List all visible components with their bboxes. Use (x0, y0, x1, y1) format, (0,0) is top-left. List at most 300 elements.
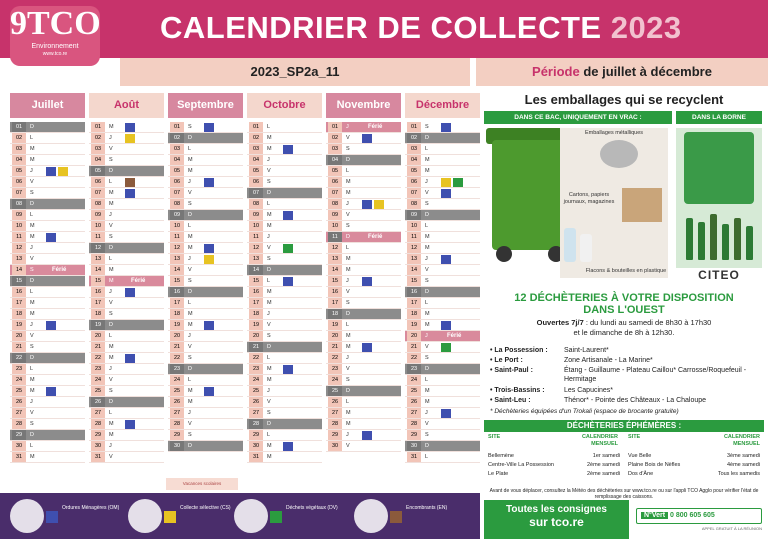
day-number: 26 (12, 397, 26, 407)
weekday-letter: D (188, 366, 192, 372)
trash-bin-icon (10, 499, 44, 533)
weekday-letter: V (188, 421, 192, 427)
decheteries-title-1: 12 DÉCHÈTERIES À VOTRE DISPOSITION (514, 292, 734, 304)
weekday-letter: S (267, 410, 271, 416)
calendar-day (168, 166, 243, 177)
weekday-letter: S (188, 201, 192, 207)
calendar-day (326, 353, 401, 364)
calendar-day (89, 199, 164, 210)
om-collection-mark (125, 420, 135, 429)
legend-om-label: Ordures Ménagères (OM) (62, 505, 120, 511)
location-sites: Thénor* - Pointe des Châteaux - La Chaloupe (564, 397, 707, 404)
day-number: 28 (91, 419, 105, 429)
calendar-day (247, 155, 322, 166)
weekday-letter: M (267, 443, 272, 449)
day-number: 13 (328, 254, 342, 264)
calendar-day (168, 177, 243, 188)
weekday-letter: M (267, 289, 272, 295)
metal-cans-icon (600, 140, 638, 168)
om-collection-mark (204, 123, 214, 132)
calendar-day (405, 331, 480, 342)
weekday-letter: V (425, 344, 429, 350)
glass-bottle-icon (686, 218, 693, 260)
citeo-logo: CITEO (698, 268, 740, 282)
weekday-letter: S (188, 278, 192, 284)
calendar-day (326, 375, 401, 386)
nvert-subtext: APPEL GRATUIT À LA RÉUNION (701, 526, 762, 531)
day-number: 19 (12, 320, 26, 330)
weekday-letter: L (188, 223, 192, 229)
day-number: 27 (249, 408, 263, 418)
calendar-day (10, 342, 85, 353)
om-collection-mark (362, 343, 372, 352)
day-number: 22 (328, 353, 342, 363)
calendar-day (405, 342, 480, 353)
month-column (168, 93, 243, 452)
day-number: 10 (170, 221, 184, 231)
day-number: 07 (91, 188, 105, 198)
weekday-letter: J (346, 124, 349, 130)
om-collection-mark (441, 123, 451, 132)
day-number: 06 (407, 177, 421, 187)
weekday-letter: J (425, 333, 428, 339)
day-number: 16 (407, 287, 421, 297)
day-number: 09 (12, 210, 26, 220)
weekday-letter: M (346, 421, 351, 427)
weekday-letter: M (267, 377, 272, 383)
day-number: 31 (407, 452, 421, 462)
day-number: 02 (328, 133, 342, 143)
day-number: 19 (91, 320, 105, 330)
period-text: de juillet à décembre (583, 64, 712, 79)
weekday-letter: M (267, 366, 272, 372)
day-number: 23 (249, 364, 263, 374)
calendar-day (89, 452, 164, 463)
calendar-day (405, 210, 480, 221)
calendar-day (247, 364, 322, 375)
weekday-letter: M (30, 311, 35, 317)
calendar-day (89, 276, 164, 287)
weekday-letter: S (425, 432, 429, 438)
day-number: 22 (91, 353, 105, 363)
weekday-letter: S (346, 377, 350, 383)
calendar-day (326, 342, 401, 353)
weekday-letter: M (109, 278, 114, 284)
weekday-letter: D (267, 344, 271, 350)
day-number: 19 (249, 320, 263, 330)
day-number: 05 (328, 166, 342, 176)
calendar-day (247, 287, 322, 298)
day-number: 08 (91, 199, 105, 209)
calendar-day (405, 232, 480, 243)
weekday-letter: V (109, 223, 113, 229)
calendar-day (89, 155, 164, 166)
calendar-day (168, 320, 243, 331)
calendar-day (247, 441, 322, 452)
calendar-day (10, 287, 85, 298)
weekday-letter: M (188, 157, 193, 163)
day-number: 29 (12, 430, 26, 440)
calendar-day (326, 309, 401, 320)
day-number: 30 (170, 441, 184, 451)
glass-bottle-icon (734, 218, 741, 260)
calendar-day (247, 419, 322, 430)
day-number: 24 (407, 375, 421, 385)
om-collection-mark (46, 233, 56, 242)
weekday-letter: L (425, 146, 429, 152)
weekday-letter: M (267, 223, 272, 229)
day-number: 21 (328, 342, 342, 352)
calendar-day (405, 221, 480, 232)
weekday-letter: J (109, 366, 112, 372)
trokali-note: * Déchèteries équipées d'un Trokali (espace de brocante gratuite) (490, 408, 679, 415)
om-collection-mark (441, 409, 451, 418)
om-collection-mark (283, 145, 293, 154)
day-number: 22 (170, 353, 184, 363)
calendar-day (247, 188, 322, 199)
bac-header: DANS CE BAC, UNIQUEMENT EN VRAC : (484, 111, 672, 124)
weekday-letter: V (425, 421, 429, 427)
cs-swatch (164, 511, 176, 523)
calendar-day (405, 265, 480, 276)
weekday-letter: S (346, 146, 350, 152)
weekday-letter: M (425, 157, 430, 163)
weekday-letter: D (425, 443, 429, 449)
weekday-letter: V (346, 212, 350, 218)
weekday-letter: M (30, 157, 35, 163)
day-number: 30 (12, 441, 26, 451)
om-collection-mark (125, 189, 135, 198)
weekday-letter: M (425, 245, 430, 251)
weekday-letter: M (109, 432, 114, 438)
weekday-letter: M (188, 388, 193, 394)
calendar-day (326, 287, 401, 298)
weekday-letter: V (109, 300, 113, 306)
calendar-day (89, 166, 164, 177)
day-number: 23 (91, 364, 105, 374)
calendar-day (405, 353, 480, 364)
calendar-day (326, 430, 401, 441)
title-year: 2023 (610, 10, 682, 45)
open-days: Ouvertes 7j/7 (536, 318, 584, 327)
nvert-phone[interactable] (636, 508, 762, 524)
day-number: 19 (407, 320, 421, 330)
calendar-day (405, 199, 480, 210)
dv-collection-mark (453, 178, 463, 187)
weekday-letter: L (346, 168, 350, 174)
calendar-day (10, 122, 85, 133)
day-number: 10 (328, 221, 342, 231)
cs-collection-mark (125, 134, 135, 143)
label-metal: Emballages métalliques (584, 130, 644, 136)
calendar-day (326, 221, 401, 232)
om-collection-mark (362, 134, 372, 143)
calendar-day (168, 364, 243, 375)
weekday-letter: D (188, 443, 192, 449)
weekday-letter: S (267, 333, 271, 339)
logo-name: Environnement (31, 43, 79, 50)
om-collection-mark (204, 387, 214, 396)
calendar-day (247, 221, 322, 232)
eph-site: Bellemène (488, 453, 514, 459)
calendar-day (10, 199, 85, 210)
weekday-letter: D (346, 311, 350, 317)
calendar-day (89, 364, 164, 375)
calendar-day (405, 122, 480, 133)
day-number: 18 (249, 309, 263, 319)
weekday-letter: J (346, 278, 349, 284)
month-column (89, 93, 164, 463)
calendar-day (405, 364, 480, 375)
day-number: 25 (170, 386, 184, 396)
day-number: 10 (12, 221, 26, 231)
calendar-day (326, 166, 401, 177)
weekday-letter: M (109, 355, 114, 361)
weekday-letter: D (30, 355, 34, 361)
weekday-letter: D (346, 388, 350, 394)
day-number: 18 (12, 309, 26, 319)
weekday-letter: D (109, 245, 113, 251)
weekday-letter: S (30, 344, 34, 350)
em-collection-mark (125, 178, 135, 187)
day-number: 31 (12, 452, 26, 462)
weekday-letter: D (188, 212, 192, 218)
calendar-day (89, 375, 164, 386)
calendar-day (10, 364, 85, 375)
calendar-day (168, 309, 243, 320)
calendar-day (168, 353, 243, 364)
calendar-day (326, 276, 401, 287)
location-city: • La Possession : (490, 347, 548, 354)
weekday-letter: L (30, 289, 34, 295)
weekday-letter: L (346, 245, 350, 251)
calendar-day (247, 353, 322, 364)
day-number: 25 (328, 386, 342, 396)
day-number: 03 (407, 144, 421, 154)
calendar-day (326, 364, 401, 375)
day-number: 15 (328, 276, 342, 286)
eph-when: 2ème samedi (586, 471, 620, 477)
page-title (160, 10, 720, 46)
calendar-day (10, 430, 85, 441)
day-number: 05 (12, 166, 26, 176)
calendar-day (89, 353, 164, 364)
calendar-day (405, 298, 480, 309)
weekday-letter: S (109, 311, 113, 317)
calendar-day (10, 309, 85, 320)
weekday-letter: M (425, 168, 430, 174)
calendar-day (10, 177, 85, 188)
day-number: 31 (249, 452, 263, 462)
calendar-day (247, 166, 322, 177)
day-number: 18 (91, 309, 105, 319)
weekday-letter: L (188, 300, 192, 306)
weekday-letter: M (346, 179, 351, 185)
weekday-letter: L (425, 377, 429, 383)
weekday-letter: L (425, 300, 429, 306)
cs-collection-mark (374, 200, 384, 209)
day-number: 05 (407, 166, 421, 176)
weekday-letter: M (346, 267, 351, 273)
weekday-letter: J (188, 333, 191, 339)
label-carton: Cartons, papiers journaux, magazines (563, 192, 615, 205)
day-number: 03 (12, 144, 26, 154)
calendar-day (168, 254, 243, 265)
calendar-day (89, 188, 164, 199)
day-number: 31 (91, 452, 105, 462)
calendar-day (326, 397, 401, 408)
day-number: 22 (407, 353, 421, 363)
calendar-day (326, 298, 401, 309)
weekday-letter: V (267, 399, 271, 405)
day-number: 26 (170, 397, 184, 407)
day-number: 27 (170, 408, 184, 418)
calendar-day (247, 210, 322, 221)
calendar-day (168, 331, 243, 342)
day-number: 04 (170, 155, 184, 165)
calendar-day (89, 177, 164, 188)
calendar-day (10, 232, 85, 243)
weekday-letter: L (30, 135, 34, 141)
day-number: 17 (91, 298, 105, 308)
day-number: 01 (91, 122, 105, 132)
day-number: 06 (170, 177, 184, 187)
calendar-day (10, 166, 85, 177)
calendar-day (89, 287, 164, 298)
eph-when: 1er samedi (592, 453, 620, 459)
month-header: Juillet (10, 93, 85, 118)
weekday-letter: J (188, 256, 191, 262)
opening-hours (484, 318, 764, 338)
weekday-letter: L (30, 443, 34, 449)
weekday-letter: L (346, 399, 350, 405)
day-number: 21 (407, 342, 421, 352)
em-swatch (390, 511, 402, 523)
day-number: 07 (328, 188, 342, 198)
day-number: 12 (12, 243, 26, 253)
weekday-letter: M (188, 311, 193, 317)
calendar-day (405, 397, 480, 408)
weekday-letter: D (425, 135, 429, 141)
weekday-letter: J (425, 410, 428, 416)
day-number: 07 (407, 188, 421, 198)
location-city: • Le Port : (490, 357, 523, 364)
om-collection-mark (46, 387, 56, 396)
calendar-day (247, 144, 322, 155)
glass-container-icon (684, 132, 754, 204)
weekday-letter: M (346, 190, 351, 196)
calendar-day (405, 320, 480, 331)
day-number: 18 (328, 309, 342, 319)
calendar-day (247, 375, 322, 386)
day-number: 11 (12, 232, 26, 242)
weekday-letter: V (30, 410, 34, 416)
day-number: 07 (12, 188, 26, 198)
day-number: 25 (407, 386, 421, 396)
logo-mark: 9TCO (10, 5, 101, 42)
month-header: Août (89, 93, 164, 118)
weekday-letter: M (425, 322, 430, 328)
month-header: Décembre (405, 93, 480, 118)
calendar-ref: 2023_SP2a_11 (120, 58, 470, 86)
day-number: 18 (170, 309, 184, 319)
day-number: 02 (249, 133, 263, 143)
weekday-letter: J (346, 432, 349, 438)
day-number: 20 (91, 331, 105, 341)
day-number: 10 (91, 221, 105, 231)
eph-site: Centre-Ville La Possession (488, 462, 554, 468)
weekday-letter: L (267, 124, 271, 130)
weekday-letter: D (425, 366, 429, 372)
calendar-day (247, 408, 322, 419)
weekday-letter: D (425, 212, 429, 218)
day-number: 28 (170, 419, 184, 429)
calendar-day (10, 133, 85, 144)
calendar-day (405, 430, 480, 441)
weekday-letter: V (109, 377, 113, 383)
consignes-banner[interactable] (484, 500, 629, 539)
day-number: 09 (407, 210, 421, 220)
day-number: 28 (328, 419, 342, 429)
month-header: Octobre (247, 93, 322, 118)
om-collection-mark (362, 277, 372, 286)
day-number: 03 (91, 144, 105, 154)
calendar-day (10, 155, 85, 166)
calendar-day (247, 265, 322, 276)
weekday-letter: M (346, 256, 351, 262)
day-number: 27 (12, 408, 26, 418)
weekday-letter: S (30, 421, 34, 427)
calendar-day (89, 221, 164, 232)
weekday-letter: S (267, 256, 271, 262)
month-column (326, 93, 401, 452)
om-collection-mark (125, 123, 135, 132)
day-number: 11 (407, 232, 421, 242)
day-number: 24 (12, 375, 26, 385)
weekday-letter: M (30, 146, 35, 152)
month-header: Novembre (326, 93, 401, 118)
day-number: 20 (170, 331, 184, 341)
day-number: 28 (12, 419, 26, 429)
weekday-letter: V (267, 168, 271, 174)
day-number: 14 (12, 265, 26, 275)
weekday-letter: D (30, 432, 34, 438)
consignes-link[interactable]: sur tco.re (529, 515, 584, 529)
weekday-letter: M (30, 454, 35, 460)
leaves-icon (234, 499, 268, 533)
calendar-day (168, 188, 243, 199)
om-collection-mark (125, 354, 135, 363)
day-number: 15 (249, 276, 263, 286)
day-number: 05 (249, 166, 263, 176)
calendar-day (326, 441, 401, 452)
calendar-day (247, 133, 322, 144)
day-number: 04 (407, 155, 421, 165)
weekday-letter: L (425, 454, 429, 460)
weekday-letter: D (267, 421, 271, 427)
calendar-day (326, 320, 401, 331)
weekday-letter: M (109, 201, 114, 207)
weekday-letter: M (109, 124, 114, 130)
calendar-day (89, 144, 164, 155)
day-number: 21 (170, 342, 184, 352)
day-number: 19 (170, 320, 184, 330)
nvert-number: 0 800 605 605 (670, 512, 715, 519)
weekday-letter: S (30, 190, 34, 196)
weekday-letter: S (425, 355, 429, 361)
ephemeres-header: DÉCHÈTERIES ÉPHÉMÈRES : (484, 420, 764, 432)
calendar-day (247, 298, 322, 309)
